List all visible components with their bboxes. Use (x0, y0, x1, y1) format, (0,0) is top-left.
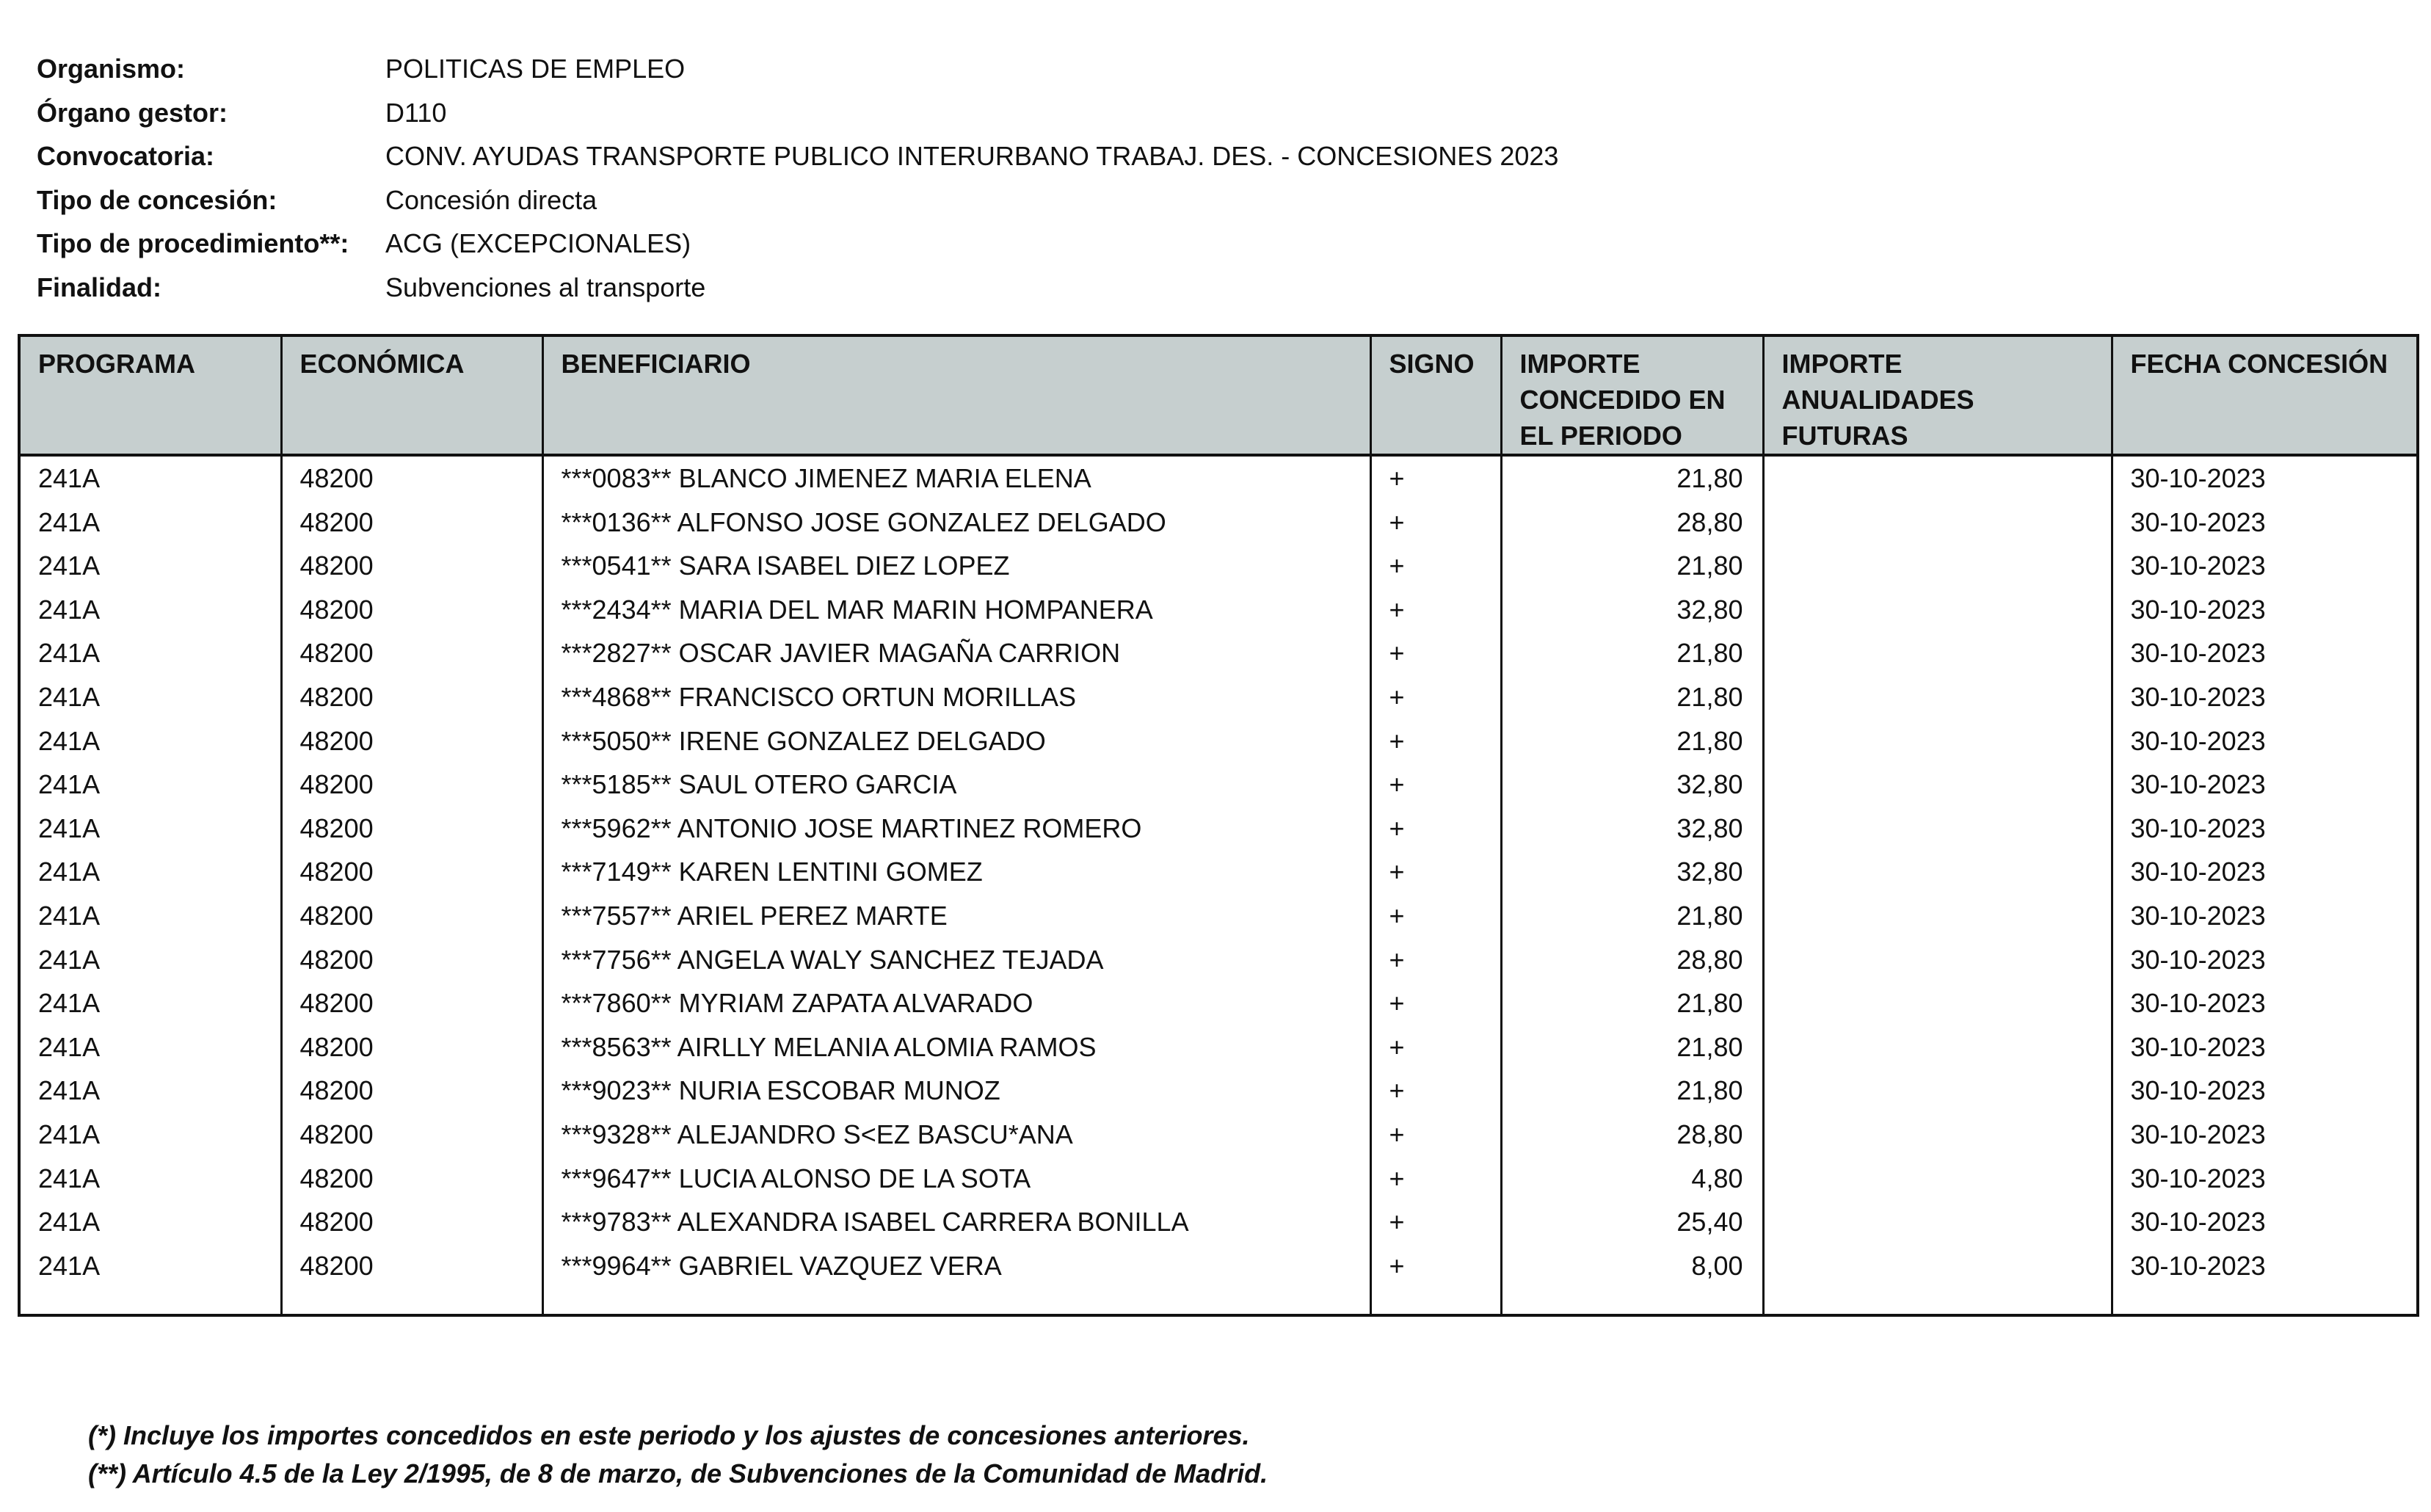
cell-importe-futuras (1763, 894, 2112, 938)
cell-importe-futuras (1763, 1244, 2112, 1288)
cell-importe-futuras (1763, 675, 2112, 719)
cell-fecha-concesion: 30-10-2023 (2112, 544, 2418, 588)
footnote-importes: (*) Incluye los importes concedidos en este periodo y los ajustes de concesiones anteriores. (88, 1420, 1250, 1450)
cell-signo: + (1370, 675, 1501, 719)
meta-value: D110 (385, 97, 447, 128)
table-row (19, 1200, 2418, 1244)
cell-importe-futuras (1763, 455, 2112, 501)
cell-fecha-concesion: 30-10-2023 (2112, 501, 2418, 545)
cell-programa: 241A (19, 1157, 281, 1201)
table-row (19, 981, 2418, 1025)
table-body (19, 455, 2418, 1315)
cell-beneficiario: ***0083** BLANCO JIMENEZ MARIA ELENA (542, 455, 1370, 501)
cell-importe-futuras (1763, 1069, 2112, 1113)
cell-signo: + (1370, 544, 1501, 588)
cell-beneficiario: ***9328** ALEJANDRO S<EZ BASCU*ANA (542, 1113, 1370, 1157)
cell-importe-concedido: 28,80 (1501, 501, 1763, 545)
meta-label: Convocatoria: (37, 141, 215, 171)
cell-fecha-concesion: 30-10-2023 (2112, 1244, 2418, 1288)
cell-importe-futuras (1763, 1157, 2112, 1201)
cell-economica: 48200 (281, 1157, 542, 1201)
cell-fecha-concesion: 30-10-2023 (2112, 1157, 2418, 1201)
cell-programa: 241A (19, 1244, 281, 1288)
table-row (19, 675, 2418, 719)
cell-fecha-concesion: 30-10-2023 (2112, 675, 2418, 719)
grants-table (18, 334, 2419, 1317)
cell-importe-futuras (1763, 501, 2112, 545)
meta-label: Tipo de procedimiento**: (37, 228, 349, 258)
cell-fecha-concesion: 30-10-2023 (2112, 1025, 2418, 1069)
table-row (19, 850, 2418, 894)
meta-row-finalidad (37, 266, 1558, 310)
cell-signo: + (1370, 1069, 1501, 1113)
cell-signo: + (1370, 1025, 1501, 1069)
table-row (19, 763, 2418, 807)
cell-fecha-concesion: 30-10-2023 (2112, 1069, 2418, 1113)
table-row (19, 1025, 2418, 1069)
cell-signo: + (1370, 807, 1501, 851)
spacer-cell (542, 1287, 1370, 1315)
cell-programa: 241A (19, 1200, 281, 1244)
cell-beneficiario: ***9023** NURIA ESCOBAR MUNOZ (542, 1069, 1370, 1113)
meta-label: Finalidad: (37, 272, 161, 302)
cell-importe-futuras (1763, 763, 2112, 807)
cell-importe-concedido: 21,80 (1501, 981, 1763, 1025)
cell-programa: 241A (19, 675, 281, 719)
cell-economica: 48200 (281, 675, 542, 719)
header-beneficiario: BENEFICIARIO (542, 335, 1370, 455)
cell-importe-concedido: 21,80 (1501, 1069, 1763, 1113)
meta-label: Órgano gestor: (37, 97, 228, 128)
cell-fecha-concesion: 30-10-2023 (2112, 981, 2418, 1025)
cell-beneficiario: ***9783** ALEXANDRA ISABEL CARRERA BONILLA (542, 1200, 1370, 1244)
cell-beneficiario: ***7149** KAREN LENTINI GOMEZ (542, 850, 1370, 894)
cell-beneficiario: ***5962** ANTONIO JOSE MARTINEZ ROMERO (542, 807, 1370, 851)
cell-fecha-concesion: 30-10-2023 (2112, 763, 2418, 807)
cell-signo: + (1370, 501, 1501, 545)
cell-signo: + (1370, 938, 1501, 982)
header-row (19, 335, 2418, 455)
spacer-cell (1370, 1287, 1501, 1315)
table-row (19, 631, 2418, 675)
spacer-cell (1763, 1287, 2112, 1315)
cell-economica: 48200 (281, 1244, 542, 1288)
meta-row-convocatoria (37, 134, 1558, 178)
cell-programa: 241A (19, 455, 281, 501)
cell-importe-concedido: 4,80 (1501, 1157, 1763, 1201)
cell-importe-futuras (1763, 544, 2112, 588)
meta-row-organo-gestor (37, 91, 1558, 135)
cell-programa: 241A (19, 850, 281, 894)
cell-beneficiario: ***7756** ANGELA WALY SANCHEZ TEJADA (542, 938, 1370, 982)
cell-importe-futuras (1763, 588, 2112, 632)
cell-importe-concedido: 8,00 (1501, 1244, 1763, 1288)
meta-label: Tipo de concesión: (37, 184, 277, 215)
meta-row-tipo-procedimiento (37, 222, 1558, 266)
cell-signo: + (1370, 763, 1501, 807)
cell-signo: + (1370, 850, 1501, 894)
table-row (19, 501, 2418, 545)
cell-importe-concedido: 32,80 (1501, 588, 1763, 632)
cell-economica: 48200 (281, 894, 542, 938)
cell-importe-concedido: 21,80 (1501, 675, 1763, 719)
cell-economica: 48200 (281, 631, 542, 675)
cell-economica: 48200 (281, 719, 542, 763)
cell-beneficiario: ***8563** AIRLLY MELANIA ALOMIA RAMOS (542, 1025, 1370, 1069)
cell-economica: 48200 (281, 1069, 542, 1113)
cell-signo: + (1370, 1200, 1501, 1244)
meta-value: CONV. AYUDAS TRANSPORTE PUBLICO INTERURBANO TRABAJ. DES. - CONCESIONES 2023 (385, 141, 1559, 171)
cell-programa: 241A (19, 719, 281, 763)
table-row (19, 544, 2418, 588)
cell-beneficiario: ***2434** MARIA DEL MAR MARIN HOMPANERA (542, 588, 1370, 632)
cell-economica: 48200 (281, 455, 542, 501)
meta-label: Organismo: (37, 54, 186, 84)
cell-programa: 241A (19, 1069, 281, 1113)
cell-fecha-concesion: 30-10-2023 (2112, 850, 2418, 894)
table-row (19, 1113, 2418, 1157)
table-row (19, 1244, 2418, 1288)
cell-signo: + (1370, 588, 1501, 632)
cell-economica: 48200 (281, 1113, 542, 1157)
cell-signo: + (1370, 1244, 1501, 1288)
cell-beneficiario: ***9964** GABRIEL VAZQUEZ VERA (542, 1244, 1370, 1288)
table-row (19, 588, 2418, 632)
cell-economica: 48200 (281, 807, 542, 851)
cell-importe-futuras (1763, 850, 2112, 894)
cell-fecha-concesion: 30-10-2023 (2112, 588, 2418, 632)
table-spacer-row (19, 1287, 2418, 1315)
meta-row-organismo (37, 47, 1558, 91)
header-programa: PROGRAMA (19, 335, 281, 455)
cell-fecha-concesion: 30-10-2023 (2112, 1200, 2418, 1244)
cell-beneficiario: ***7860** MYRIAM ZAPATA ALVARADO (542, 981, 1370, 1025)
cell-programa: 241A (19, 807, 281, 851)
table-row (19, 807, 2418, 851)
cell-programa: 241A (19, 544, 281, 588)
cell-importe-concedido: 25,40 (1501, 1200, 1763, 1244)
cell-importe-concedido: 21,80 (1501, 544, 1763, 588)
cell-importe-concedido: 32,80 (1501, 850, 1763, 894)
cell-economica: 48200 (281, 938, 542, 982)
cell-importe-concedido: 32,80 (1501, 807, 1763, 851)
cell-beneficiario: ***0136** ALFONSO JOSE GONZALEZ DELGADO (542, 501, 1370, 545)
header-fecha-concesion: FECHA CONCESIÓN (2112, 335, 2418, 455)
meta-value: Concesión directa (385, 184, 597, 215)
table-row (19, 719, 2418, 763)
cell-programa: 241A (19, 1025, 281, 1069)
cell-importe-concedido: 28,80 (1501, 1113, 1763, 1157)
cell-programa: 241A (19, 763, 281, 807)
cell-importe-futuras (1763, 719, 2112, 763)
cell-economica: 48200 (281, 981, 542, 1025)
cell-signo: + (1370, 631, 1501, 675)
cell-programa: 241A (19, 588, 281, 632)
header-importe-futuras: IMPORTE ANUALIDADES FUTURAS (1763, 335, 2112, 455)
cell-beneficiario: ***7557** ARIEL PEREZ MARTE (542, 894, 1370, 938)
cell-fecha-concesion: 30-10-2023 (2112, 1113, 2418, 1157)
meta-row-tipo-concesion (37, 178, 1558, 222)
cell-importe-concedido: 21,80 (1501, 1025, 1763, 1069)
header-signo: SIGNO (1370, 335, 1501, 455)
cell-fecha-concesion: 30-10-2023 (2112, 938, 2418, 982)
cell-importe-concedido: 28,80 (1501, 938, 1763, 982)
cell-programa: 241A (19, 938, 281, 982)
cell-importe-concedido: 21,80 (1501, 631, 1763, 675)
cell-signo: + (1370, 1157, 1501, 1201)
footnote-ley: (**) Artículo 4.5 de la Ley 2/1995, de 8 de marzo, de Subvenciones de la Comunidad de Madrid. (88, 1458, 1268, 1489)
meta-value: POLITICAS DE EMPLEO (385, 54, 686, 84)
cell-fecha-concesion: 30-10-2023 (2112, 455, 2418, 501)
cell-beneficiario: ***5185** SAUL OTERO GARCIA (542, 763, 1370, 807)
cell-importe-concedido: 32,80 (1501, 763, 1763, 807)
spacer-cell (1501, 1287, 1763, 1315)
cell-fecha-concesion: 30-10-2023 (2112, 894, 2418, 938)
table-row (19, 894, 2418, 938)
cell-programa: 241A (19, 1113, 281, 1157)
spacer-cell (2112, 1287, 2418, 1315)
cell-beneficiario: ***2827** OSCAR JAVIER MAGAÑA CARRION (542, 631, 1370, 675)
cell-importe-futuras (1763, 981, 2112, 1025)
cell-importe-futuras (1763, 1200, 2112, 1244)
cell-economica: 48200 (281, 501, 542, 545)
cell-economica: 48200 (281, 1025, 542, 1069)
cell-economica: 48200 (281, 850, 542, 894)
cell-programa: 241A (19, 631, 281, 675)
cell-importe-futuras (1763, 938, 2112, 982)
spacer-cell (281, 1287, 542, 1315)
spacer-cell (19, 1287, 281, 1315)
cell-economica: 48200 (281, 1200, 542, 1244)
cell-importe-futuras (1763, 631, 2112, 675)
cell-fecha-concesion: 30-10-2023 (2112, 719, 2418, 763)
cell-importe-concedido: 21,80 (1501, 719, 1763, 763)
cell-beneficiario: ***9647** LUCIA ALONSO DE LA SOTA (542, 1157, 1370, 1201)
cell-signo: + (1370, 1113, 1501, 1157)
table-header (19, 335, 2418, 455)
cell-signo: + (1370, 894, 1501, 938)
cell-fecha-concesion: 30-10-2023 (2112, 807, 2418, 851)
meta-value: ACG (EXCEPCIONALES) (385, 228, 691, 258)
meta-value: Subvenciones al transporte (385, 272, 706, 302)
cell-programa: 241A (19, 981, 281, 1025)
cell-programa: 241A (19, 894, 281, 938)
cell-economica: 48200 (281, 763, 542, 807)
cell-fecha-concesion: 30-10-2023 (2112, 631, 2418, 675)
cell-importe-futuras (1763, 1025, 2112, 1069)
cell-importe-concedido: 21,80 (1501, 894, 1763, 938)
cell-beneficiario: ***0541** SARA ISABEL DIEZ LOPEZ (542, 544, 1370, 588)
cell-beneficiario: ***5050** IRENE GONZALEZ DELGADO (542, 719, 1370, 763)
cell-economica: 48200 (281, 588, 542, 632)
cell-signo: + (1370, 981, 1501, 1025)
cell-beneficiario: ***4868** FRANCISCO ORTUN MORILLAS (542, 675, 1370, 719)
grant-metadata (37, 47, 1558, 309)
cell-signo: + (1370, 719, 1501, 763)
cell-programa: 241A (19, 501, 281, 545)
cell-importe-concedido: 21,80 (1501, 455, 1763, 501)
footnotes (88, 1417, 1268, 1493)
table-row (19, 1069, 2418, 1113)
header-economica: ECONÓMICA (281, 335, 542, 455)
header-importe-concedido: IMPORTE CONCEDIDO EN EL PERIODO (1501, 335, 1763, 455)
cell-economica: 48200 (281, 544, 542, 588)
table-row (19, 455, 2418, 501)
cell-signo: + (1370, 455, 1501, 501)
cell-importe-futuras (1763, 1113, 2112, 1157)
cell-importe-futuras (1763, 807, 2112, 851)
table-row (19, 1157, 2418, 1201)
table-row (19, 938, 2418, 982)
